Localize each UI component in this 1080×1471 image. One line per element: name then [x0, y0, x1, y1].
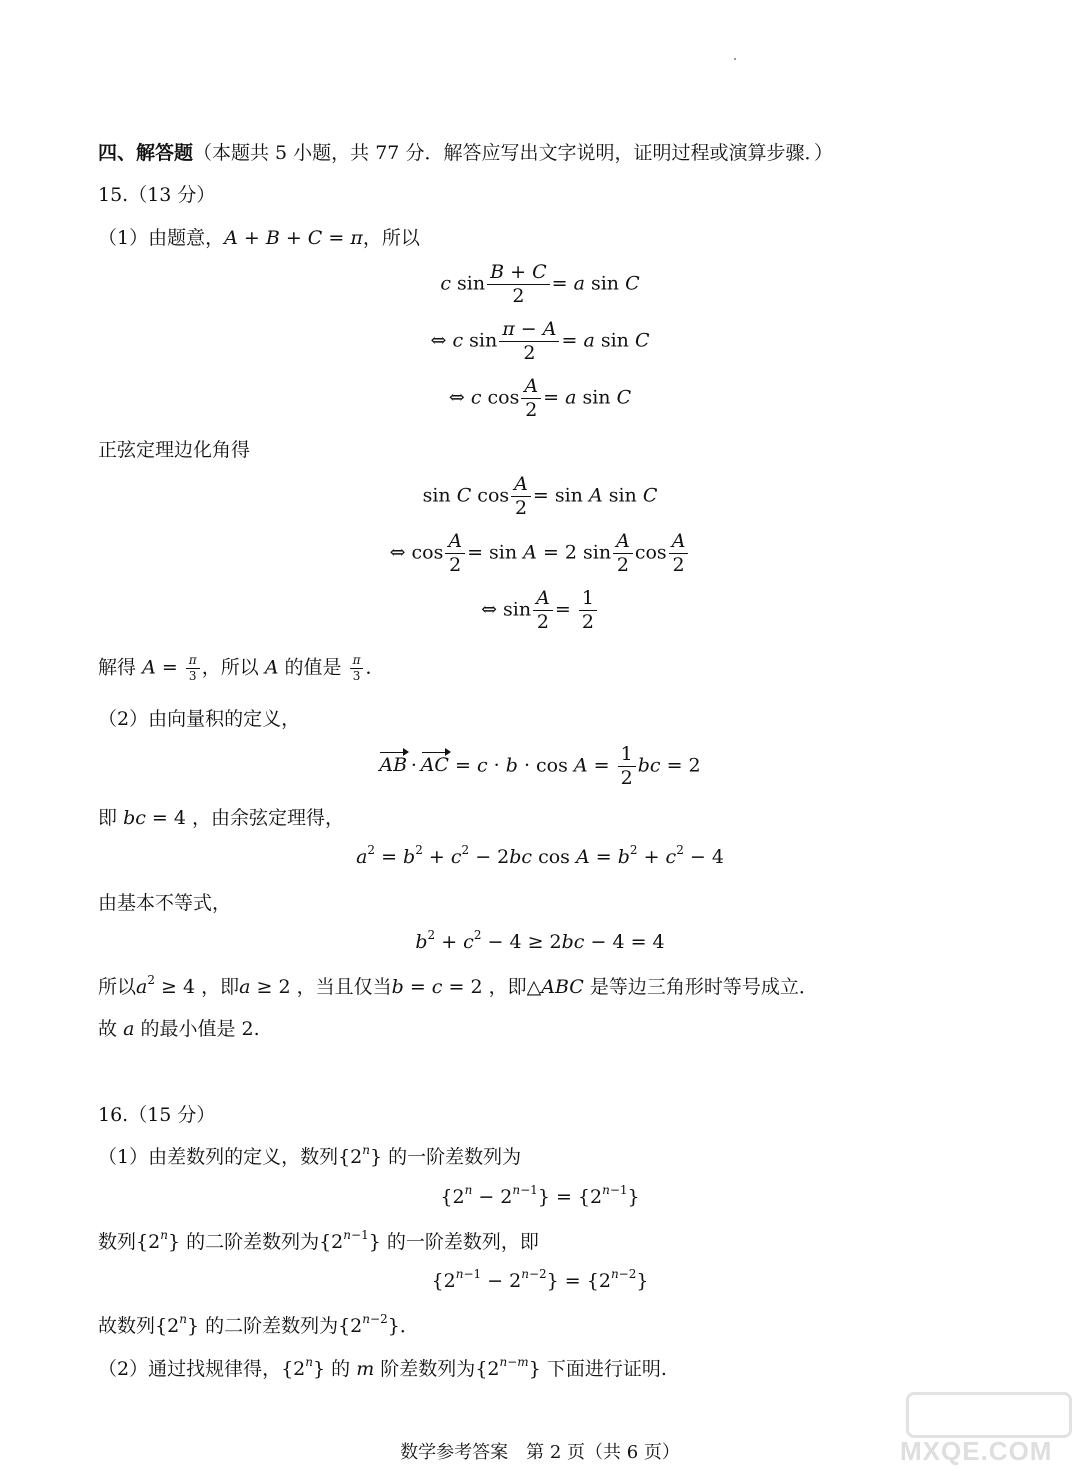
section-heading-line — [98, 140, 833, 166]
q15-header: 15.（13 分） — [98, 184, 216, 206]
q15-part1-intro: （1）由题意，A + B + C = π，所以 — [98, 227, 420, 249]
q16-second-pre: 数列 — [98, 1231, 137, 1253]
q16-conclusion: 故数列{2$^n$} 的二阶差数列为$\{2^{n-2}\}$． — [98, 1312, 419, 1337]
eq-7: AB · AC = c · b · cos A = $\frac{1}{2}$ bc = 2 — [379, 743, 701, 789]
q15-min: 故 a 的最小值是 2. — [98, 1018, 260, 1040]
scan-dot — [734, 58, 736, 60]
q15-ineq-intro: 由基本不等式， — [98, 892, 232, 914]
bc-pre: 即 — [98, 807, 118, 829]
q16-second-tail: 的一阶差数列，即 — [386, 1231, 539, 1253]
solve-mid: ，所以 — [201, 656, 259, 679]
concl-3: ，即△ — [488, 976, 542, 998]
eq-6: ⇔ sin $\frac{A}{2}$ = $\frac{1}{2}$ — [0, 588, 1080, 633]
q15-part1-intro-tail: ，所以 — [362, 227, 420, 249]
q16-concl-pre: 故数列 — [98, 1315, 156, 1337]
eq-1: c sin $\frac{B + C}{2}$ = a sin C — [440, 261, 640, 307]
eq-angle-sum: A — [224, 227, 238, 249]
section-note: （本题共 5 小题，共 77 分．解答应写出文字说明，证明过程或演算步骤．） — [193, 142, 833, 164]
q16-second-mid: 的二阶差数列为 — [186, 1231, 320, 1253]
q16-p1-tail: 的一阶差数列为 — [388, 1146, 522, 1168]
q16-p2-pre: （2）通过找规律得， — [98, 1358, 282, 1380]
eq-10: $\{2^n - 2^{n-1}\} = \{2^{n-1}\}$ — [440, 1183, 640, 1208]
page-footer: 数学参考答案 第 2 页（共 6 页） — [400, 1442, 680, 1463]
min-tail: 的最小值是 2. — [140, 1018, 260, 1040]
q15-part1-intro-text: （1）由题意， — [98, 227, 225, 249]
solve-pre: 解得 — [98, 656, 137, 679]
concl-4: 是等边三角形时等号成立． — [589, 976, 818, 998]
eq-5: ⇔ cos $\frac{A}{2}$ = sin A = 2 sin $\frac{A}{2}$ cos $\frac{A}{2}$ — [0, 531, 1080, 576]
concl-1: ，即 — [201, 976, 240, 998]
eq-11: $\{2^{n-1} - 2^{n-2}\} = \{2^{n-2}\}$ — [431, 1267, 649, 1292]
text-sine-law: 正弦定理边化角得 — [98, 439, 251, 461]
q16-concl-end: ． — [399, 1315, 419, 1337]
eq-3: ⇔ c cos $\frac{A}{2}$ = a sin C — [448, 375, 632, 421]
q16-second-line: 数列{2$^n$} 的二阶差数列为$\{2^{n-1}\}$ 的一阶差数列，即 — [98, 1228, 539, 1253]
q16-part2: （2）通过找规律得，{2$^n$} 的 m 阶差数列为$\{2^{n-m}\}$ 下面进行证明. — [98, 1355, 667, 1380]
section-heading: 四、解答题 — [98, 142, 194, 164]
eq-8: $a^2 = b^2 + c^2 - 2bc$ $\cos A = b^2 + c^2 - 4$ — [356, 843, 724, 868]
q15-solve-line: 解得 A = $\frac{\pi}{3}$ ，所以 A 的值是 $\frac{\pi}{3}$ ． — [98, 653, 385, 684]
q15-conclusion: 所以$a^2 \ge 4$ ，即a ≥ 2 ，当且仅当b = c = 2 ，即△ABC 是等边三角形时等号成立． — [98, 973, 818, 998]
q16-p2-mid2: 阶差数列为 — [380, 1358, 476, 1380]
concl-2: ，当且仅当 — [296, 976, 392, 998]
eq-2: ⇔ c sin $\frac{\pi - A}{2}$ = a sin C — [430, 318, 650, 364]
q16-p2-mid: 的 — [331, 1358, 351, 1380]
q16-p2-tail: 下面进行证明. — [546, 1358, 667, 1380]
solve-mid2: 的值是 — [284, 656, 342, 679]
q15-part2-intro: （2）由向量积的定义， — [98, 708, 301, 730]
concl-pre: 所以 — [98, 976, 137, 998]
eq-9: $b^2 + c^2 - 4 \ge 2bc - 4 = 4$ — [415, 928, 665, 953]
q16-concl-mid: 的二阶差数列为 — [205, 1315, 339, 1337]
q16-header: 16.（15 分） — [98, 1104, 216, 1126]
q16-part1-intro: （1）由差数列的定义，数列{2$^n$} 的一阶差数列为 — [98, 1143, 522, 1168]
min-pre: 故 — [98, 1018, 118, 1040]
q16-p1-pre: （1）由差数列的定义，数列 — [98, 1146, 339, 1168]
q15-bc-line: 即 bc = 4 ，由余弦定理得， — [98, 807, 345, 829]
eq-4: sin C cos $\frac{A}{2}$ = sin A sin C — [422, 473, 658, 519]
watermark-logo — [900, 1392, 1070, 1468]
watermark-text: MXQE.COM — [900, 1436, 1053, 1466]
solve-end: ． — [365, 656, 385, 679]
watermark-icon — [906, 1392, 1072, 1438]
bc-tail: ，由余弦定理得， — [192, 807, 345, 829]
